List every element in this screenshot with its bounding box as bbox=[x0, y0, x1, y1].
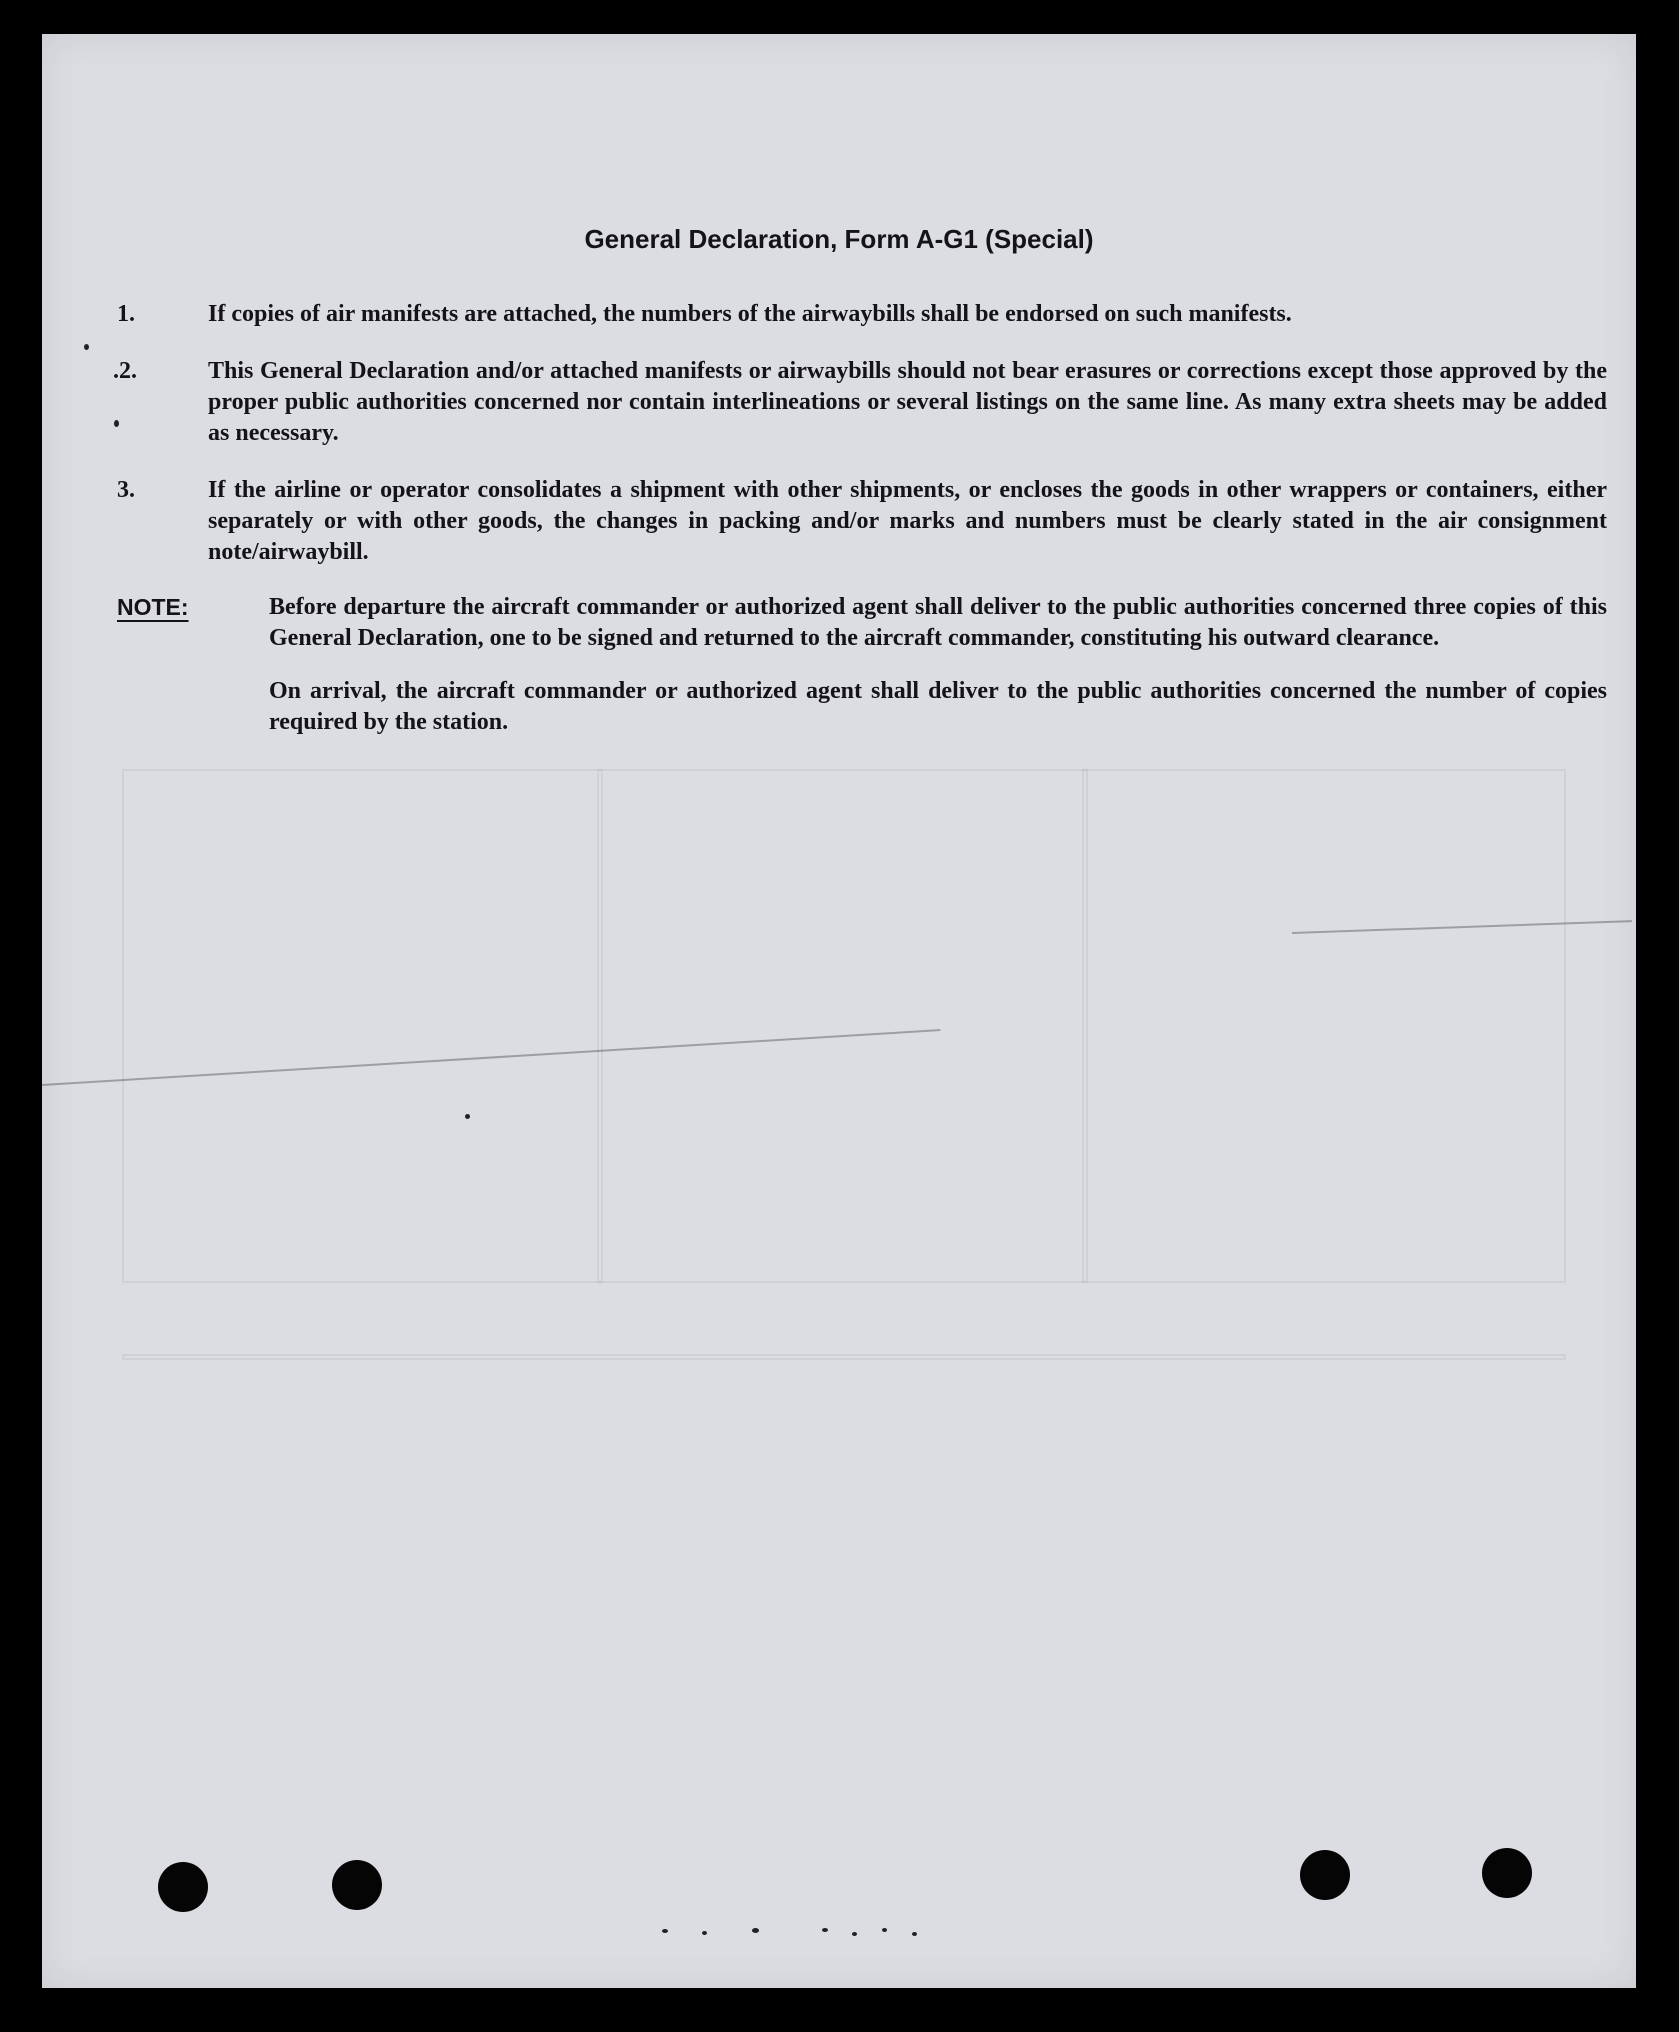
instruction-item bbox=[113, 356, 1607, 449]
instruction-item bbox=[117, 299, 1607, 330]
item-text: This General Declaration and/or attached manifests or airwaybills should not bear erasures or corrections except those approved by the proper public authorities concerned nor contain interlineations or several listings on the same line. As many extra sheets may be added as necessary. bbox=[208, 358, 1607, 446]
bleed-through-divider bbox=[597, 769, 603, 1283]
scan-speck bbox=[662, 1929, 668, 1933]
note-paragraph: On arrival, the aircraft commander or authorized agent shall deliver to the public authorities concerned the number of copies required by the station. bbox=[269, 678, 1607, 735]
scan-speck bbox=[702, 1931, 707, 1935]
item-number: 1. bbox=[117, 301, 135, 327]
instruction-item bbox=[117, 475, 1607, 568]
scan-speck bbox=[852, 1932, 857, 1936]
scan-speck bbox=[912, 1932, 917, 1936]
punch-hole bbox=[1300, 1850, 1350, 1900]
item-text: If the airline or operator consolidates a shipment with other shipments, or encloses the goods in other wrappers or containers, either separately or with other goods, the changes in packing and/or marks and numbers must be clearly stated in the air consignment note/airwaybill. bbox=[208, 477, 1607, 565]
scan-speck bbox=[752, 1928, 759, 1933]
document-title: General Declaration, Form A-G1 (Special) bbox=[584, 224, 1094, 254]
bleed-through-divider bbox=[1082, 769, 1088, 1283]
bleed-through-box bbox=[122, 769, 1566, 1283]
item-number: .2. bbox=[113, 358, 137, 384]
bleed-through-rule bbox=[122, 1354, 1566, 1360]
scan-speck bbox=[465, 1114, 470, 1119]
item-number: 3. bbox=[117, 477, 135, 503]
scan-speck bbox=[882, 1928, 887, 1932]
note-label: NOTE: bbox=[117, 594, 189, 620]
scan-speck bbox=[84, 344, 89, 350]
note-section bbox=[117, 592, 1607, 738]
punch-hole bbox=[158, 1862, 208, 1912]
scan-speck bbox=[822, 1928, 828, 1932]
note-paragraph: Before departure the aircraft commander or authorized agent shall deliver to the public authorities concerned three copies of this General Declaration, one to be signed and returned to the aircraft commander, constituting his outward clearance. bbox=[269, 594, 1607, 651]
punch-hole bbox=[1482, 1848, 1532, 1898]
punch-hole bbox=[332, 1860, 382, 1910]
paper-sheet bbox=[42, 34, 1636, 1988]
scan-speck bbox=[114, 420, 119, 427]
item-text: If copies of air manifests are attached, the numbers of the airwaybills shall be endorsed on such manifests. bbox=[208, 301, 1292, 327]
